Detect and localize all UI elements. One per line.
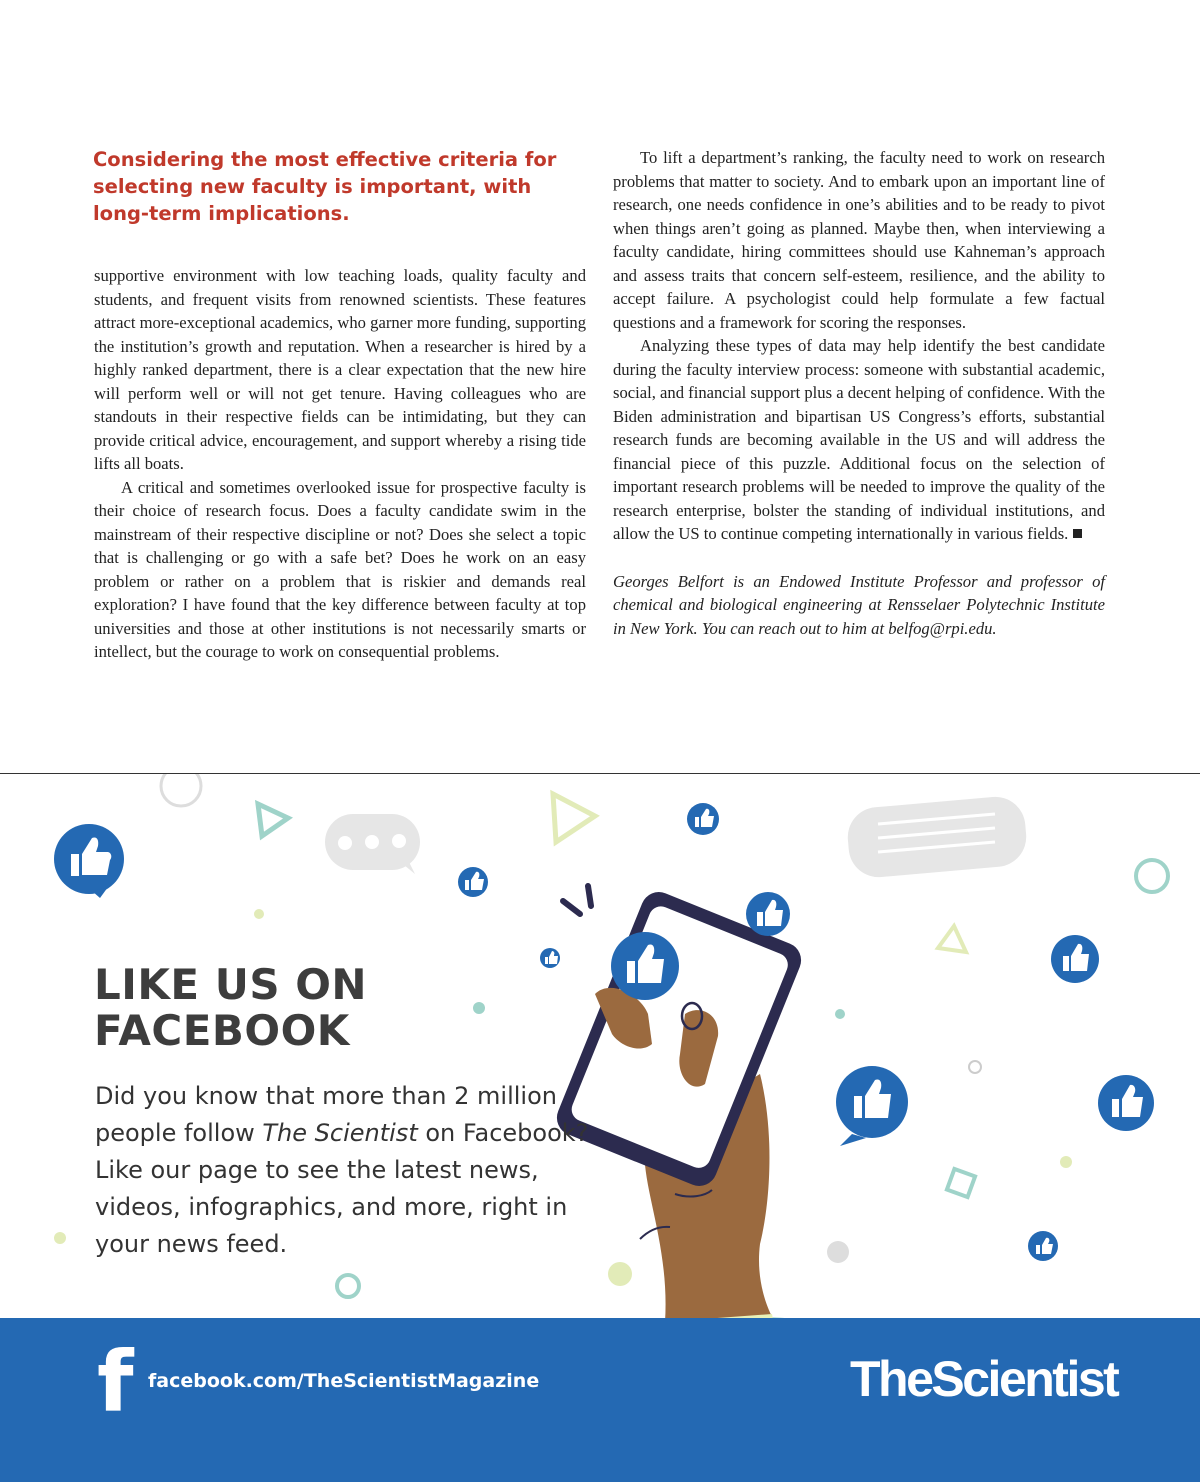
paragraph-text: Analyzing these types of data may help identify the best candidate during the faculty interview process: someone with substantial academic, social, and financial support plus a decent helping of confidence. With the Biden administration and bipartisan US Congress’s efforts, substantial research funds are becoming available in the US and will address the financial piece of this puzzle. Additional focus on the selection of important research problems will be needed to improve the quality of the research enterprise, bolster the standing of individual institutions, and allow the US to continue competing internationally in various fields. [613,336,1105,543]
ad-body-text [95,1078,595,1263]
ad-headline [94,962,514,1054]
paragraph: supportive environment with low teaching loads, quality faculty and students, and frequent visits from renowned scientists. These features attract more-exceptional academics, who garner more funding, supporting the institution’s growth and reputation. When a researcher is hired by a highly ranked department, there is a clear expectation that the new hire will perform well or will not get tenure. Having colleagues who are standouts in their respective fields can be intimidating, but they can provide critical advice, encouragement, and support whereby a rising tide lifts all boats. [94,266,586,473]
pull-quote: Considering the most effective criteria for selecting new faculty is important, with long-term implications. [93,148,557,225]
like-icon [458,867,488,897]
like-icon [746,892,790,936]
magazine-logo: TheScientist [850,1351,1118,1407]
ad-headline-line: LIKE US ON [94,960,368,1009]
decor-triangle [258,804,288,836]
like-icon [1051,935,1099,983]
message-bubble-icon [845,794,1028,879]
magazine-name-italic: The Scientist [262,1119,418,1147]
ad-body-part: Did you know that more than 2 million people follow [95,1082,557,1147]
facebook-page-link[interactable]: facebook.com/TheScientistMagazine [148,1370,540,1392]
paragraph: A critical and sometimes overlooked issue for prospective faculty is their choice of research focus. Does a faculty candidate swim in the mainstream of their respective discipline or not? Does she select a topic that is challenging or go with a safe bet? Does he work on an easy problem or rather on a problem that is riskier and demands real exploration? I have found that the key difference between faculty at top universities and those at other institutions is not necessarily smarts or intellect, but the courage to work on consequential problems. [94,477,586,661]
like-icon [1028,1231,1058,1261]
decor-ring [337,1275,359,1297]
decor-dot [1060,1156,1072,1168]
decor-dot [608,1262,632,1286]
facebook-logo-icon: f [97,1333,134,1431]
ad-body-part: on Facebook? Like our page to see the latest news, videos, infographics, and more, right in your news feed. [95,1119,589,1258]
decor-dot [254,909,264,919]
like-icon [1098,1075,1154,1131]
decor-ring [1136,860,1168,892]
article-column-right [613,146,1105,640]
decor-ring [161,774,201,806]
ad-headline-line: FACEBOOK [94,1006,350,1055]
like-icon [687,803,719,835]
decor-triangle [553,794,595,842]
decor-diamond [947,1169,975,1197]
decor-dot [54,1232,66,1244]
like-icon [540,948,560,968]
like-icon [54,824,124,898]
decor-ring [969,1061,981,1073]
decor-dot [835,1009,845,1019]
paragraph: To lift a department’s ranking, the faculty need to work on research problems that matter to society. And to embark upon an important line of research, one needs confidence in one’s abilities and to be ready to pivot when things aren’t going as planned. Maybe then, when interviewing a faculty candidate, hiring committees should use Kahneman’s approach and assess traits that concern self-esteem, resilience, and the ability to accept failure. A psychologist could help formulate a few factual questions and a framework for scoring the responses. [613,148,1105,332]
like-icon [611,932,679,1000]
decor-triangle [938,926,966,952]
decor-dot [827,1241,849,1263]
article-column-left [94,264,586,664]
end-of-article-mark [1073,529,1082,538]
chat-bubble-icon [325,814,420,874]
like-icon [836,1066,908,1146]
author-byline: Georges Belfort is an Endowed Institute Professor and professor of chemical and biological engineering at Rensselaer Polytechnic Institute in New York. You can reach out to him at belfog@rpi.edu. [613,571,1105,638]
paragraph [613,334,1105,546]
